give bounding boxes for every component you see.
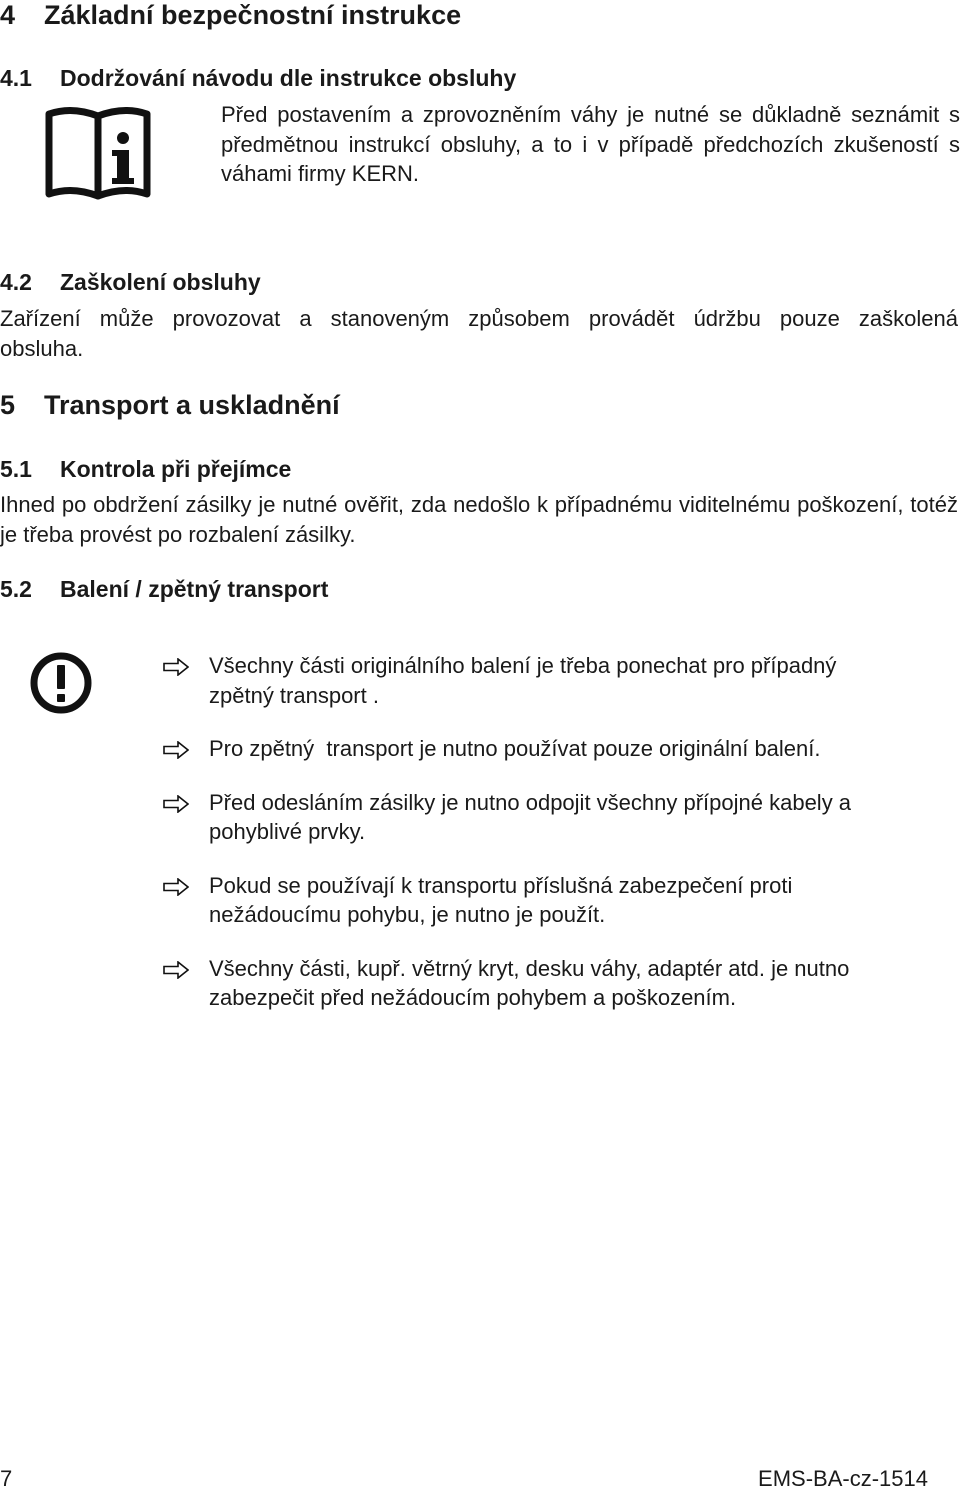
section-4-1-text: Před postavením a zprovozněním váhy je nutné se důkladně seznámit s předmětnou instrukcí obsluhy, a to i v případě předchozích zkušeností s váhami firmy KERN. xyxy=(221,102,960,186)
section-4-number: 4 xyxy=(0,0,16,30)
hollow-arrow-right-icon xyxy=(163,878,189,896)
section-5-title: Transport a uskladnění xyxy=(44,390,340,420)
section-5-1-heading xyxy=(0,456,291,483)
manual-info-icon xyxy=(44,104,152,202)
hollow-arrow-right-icon xyxy=(163,961,189,979)
section-5-heading xyxy=(0,390,340,421)
section-4-heading xyxy=(0,0,461,31)
list-item-text: Všechny části, kupř. větrný kryt, desku váhy, adaptér atd. je nutno zabezpečit před nežádoucím pohybem a poškozením. xyxy=(209,955,850,1010)
section-5-2-list xyxy=(163,651,863,1037)
hollow-arrow-right-icon xyxy=(163,741,189,759)
section-5-number: 5 xyxy=(0,390,16,420)
list-item-text: Pokud se používají k transportu příslušná zabezpečení proti nežádoucímu pohybu, je nutno je použít. xyxy=(209,872,793,927)
list-item xyxy=(163,954,863,1013)
exclamation-warning-icon xyxy=(29,651,93,715)
section-4-2-title: Zaškolení obsluhy xyxy=(60,269,261,295)
hollow-arrow-right-icon xyxy=(163,795,189,813)
list-item-text: Před odesláním zásilky je nutno odpojit všechny přípojné kabely a pohyblivé prvky. xyxy=(209,789,852,844)
page-number: 7 xyxy=(0,1466,13,1491)
list-item xyxy=(163,651,863,710)
section-5-1-text: Ihned po obdržení zásilky je nutné ověřit, zda nedošlo k případnému viditelnému poškození, totéž je třeba provést po rozbalení zásilky. xyxy=(0,492,958,547)
section-5-1-number: 5.1 xyxy=(0,456,32,482)
section-5-1-title: Kontrola při přejímce xyxy=(60,456,292,482)
section-4-2-text: Zařízení může provozovat a stanoveným způsobem provádět údržbu pouze zaškolená obsluha. xyxy=(0,306,958,361)
list-item-text: Pro zpětný transport je nutno používat pouze originální balení. xyxy=(209,736,821,761)
section-4-1-heading xyxy=(0,65,516,92)
section-5-2-number: 5.2 xyxy=(0,576,32,602)
section-4-1-title: Dodržování návodu dle instrukce obsluhy xyxy=(60,65,517,91)
section-4-1-number: 4.1 xyxy=(0,65,32,91)
list-item xyxy=(163,871,863,930)
list-item xyxy=(163,734,863,764)
section-4-2-number: 4.2 xyxy=(0,269,32,295)
document-id: EMS-BA-cz-1514 xyxy=(758,1466,928,1491)
section-5-2-title: Balení / zpětný transport xyxy=(60,576,329,602)
section-4-title: Základní bezpečnostní instrukce xyxy=(44,0,462,30)
list-item-text: Všechny části originálního balení je třeba ponechat pro případný zpětný transport . xyxy=(209,653,837,708)
section-4-2-heading xyxy=(0,269,261,296)
list-item xyxy=(163,788,863,847)
section-5-2-heading xyxy=(0,576,328,603)
hollow-arrow-right-icon xyxy=(163,658,189,676)
